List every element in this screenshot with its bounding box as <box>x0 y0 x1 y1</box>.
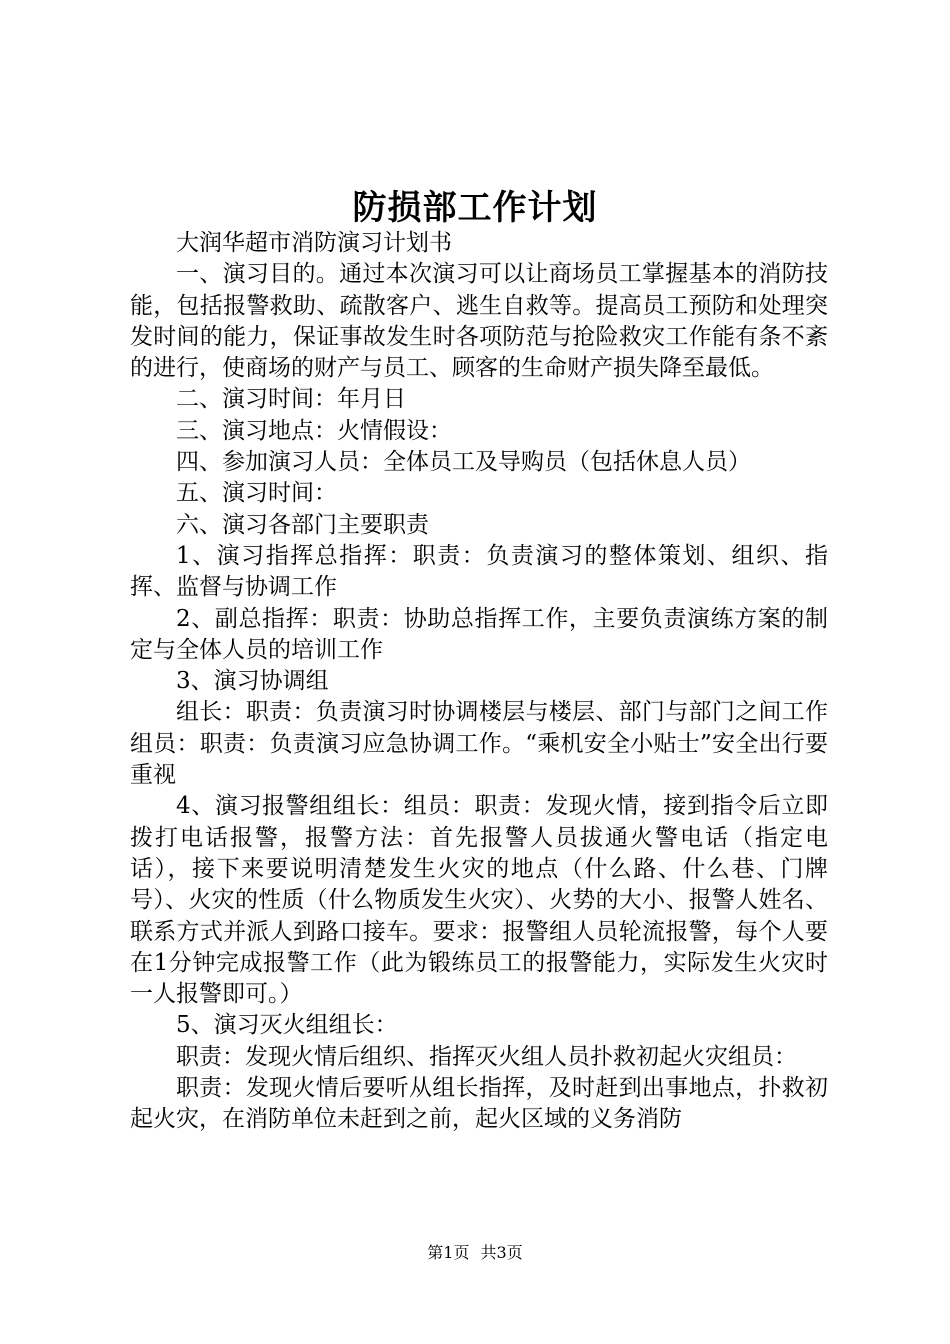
page-total: 共3页 <box>480 1243 523 1262</box>
document-body <box>130 228 828 1136</box>
paragraph: 1、演习指挥总指挥：职责：负责演习的整体策划、组织、指挥、监督与协调工作 <box>130 542 828 601</box>
paragraph: 5、演习灭火组组长： <box>176 1012 398 1039</box>
page-footer <box>0 1242 950 1264</box>
paragraph: 4、演习报警组组长：组员：职责：发现火情，接到指令后立即拨打电话报警，报警方法：首先报警人员拔通火警电话（指定电话），接下来要说明清楚发生火灾的地点（什么路、什么巷、门牌号）、火灾的性质（什么物质发生火灾）、火势的大小、报警人姓名、联系方式并派人到路口接车。要求：报警组人员轮流报警，每个人要在1分钟完成报警工作（此为锻练员工的报警能力，实际发生火灾时一人报警即可。） <box>130 793 828 1008</box>
paragraph: 六、演习各部门主要职责 <box>176 511 429 538</box>
paragraph: 组长：职责：负责演习时协调楼层与楼层、部门与部门之间工作组员：职责：负责演习应急协调工作。“乘机安全小贴士”安全出行要重视 <box>130 699 828 789</box>
page-number: 第1页 <box>427 1243 470 1262</box>
paragraph: 职责：发现火情后组织、指挥灭火组人员扑救初起火灾组员： <box>176 1043 797 1070</box>
paragraph: 一、演习目的。通过本次演习可以让商场员工掌握基本的消防技能，包括报警救助、疏散客户、逃生自救等。提高员工预防和处理突发时间的能力，保证事故发生时各项防范与抢险救灾工作能有条不紊的进行，使商场的财产与员工、顾客的生命财产损失降至最低。 <box>130 261 828 382</box>
document-title: 防损部工作计划 <box>352 188 598 228</box>
paragraph: 四、参加演习人员：全体员工及导购员（包括休息人员） <box>176 449 751 476</box>
paragraph: 2、副总指挥：职责：协助总指挥工作，主要负责演练方案的制定与全体人员的培训工作 <box>130 605 828 663</box>
paragraph-heading: 大润华超市消防演习计划书 <box>176 230 452 256</box>
paragraph: 3、演习协调组 <box>176 668 329 695</box>
paragraph: 五、演习时间： <box>176 480 337 507</box>
paragraph: 二、演习时间：年月日 <box>176 386 406 413</box>
paragraph: 三、演习地点：火情假设： <box>176 417 452 444</box>
paragraph: 职责：发现火情后要听从组长指挥，及时赶到出事地点，扑救初起火灾，在消防单位未赶到之前，起火区域的义务消防 <box>130 1075 828 1133</box>
